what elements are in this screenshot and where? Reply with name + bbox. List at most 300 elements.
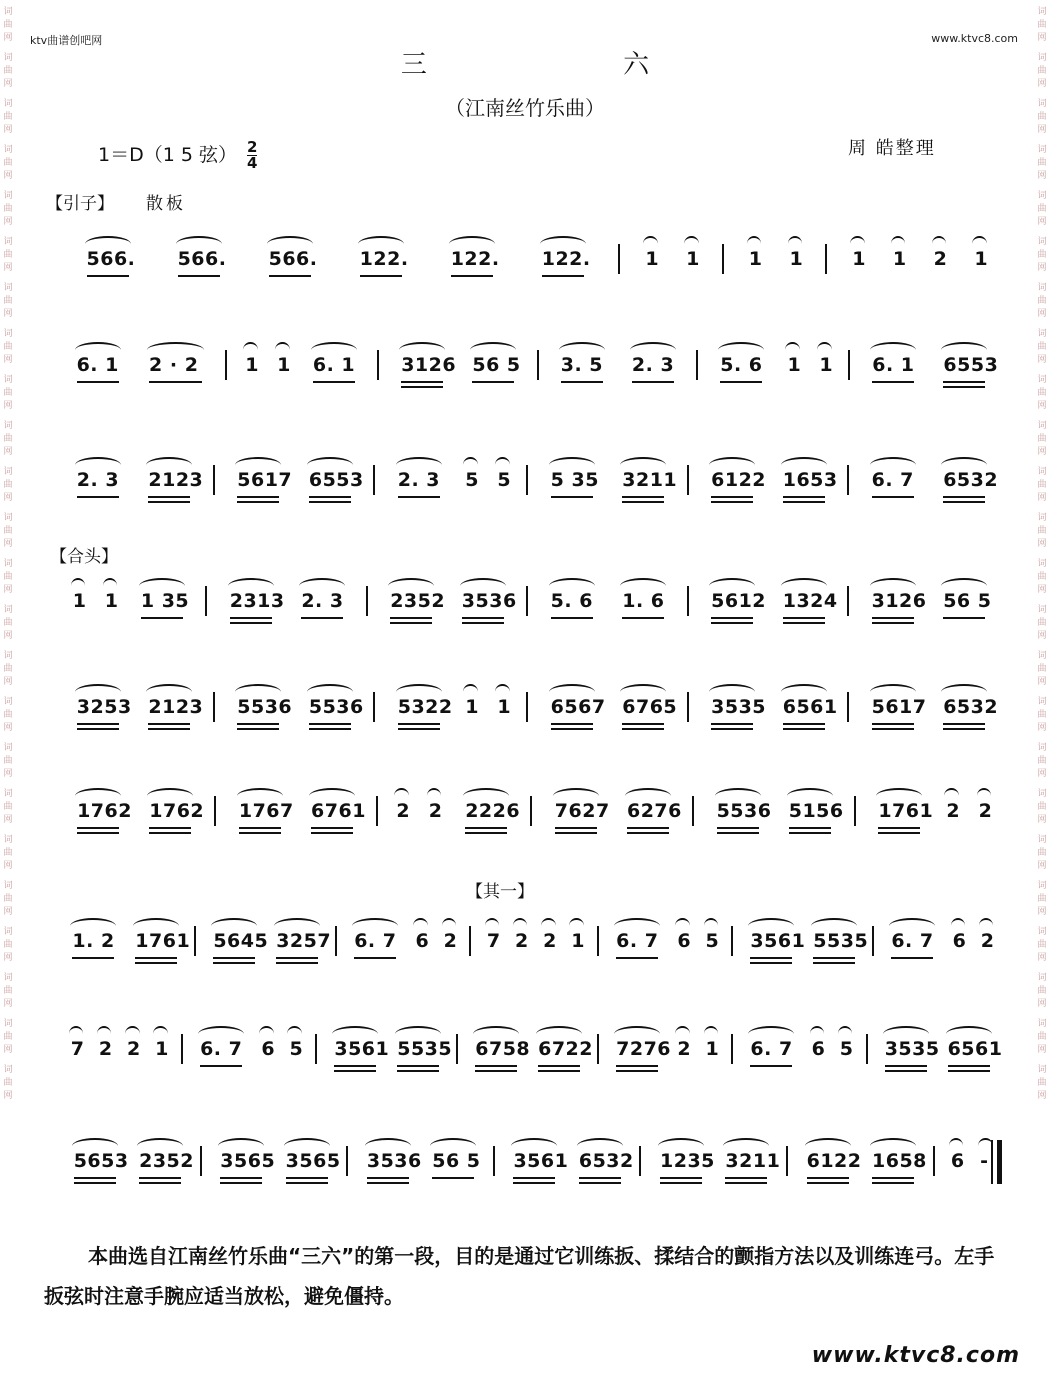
note-group: 1 (104, 590, 119, 612)
bar-line (181, 1034, 183, 1064)
slur-mark (946, 1026, 992, 1042)
note-group: 5 35 (550, 469, 599, 491)
watermark-glyph-group: 词 曲 网 (3, 237, 13, 273)
note-group: 5 (465, 469, 480, 491)
note-group: 5 (497, 469, 512, 491)
beat-underline (309, 496, 351, 498)
note-group: 5 (705, 930, 720, 952)
slur-mark (72, 1138, 118, 1154)
bar-line (530, 796, 532, 826)
bar-line (692, 796, 694, 826)
beat-underline (948, 1065, 990, 1067)
note-group: 5535 (397, 1038, 453, 1060)
bar-line (597, 1034, 599, 1064)
note-group: 1. 2 (72, 930, 115, 952)
beat-double-underline (813, 962, 855, 964)
slur-mark (549, 457, 595, 473)
beat-double-underline (943, 386, 985, 388)
section-hetou-label: 【合头】 (50, 547, 118, 567)
beat-underline (872, 723, 914, 725)
note-group: 2. 3 (76, 469, 120, 491)
slur-mark (309, 788, 355, 804)
beat-underline (943, 723, 985, 725)
slur-mark (559, 342, 605, 358)
key-signature (98, 140, 257, 171)
note-group: 6. 7 (200, 1038, 243, 1060)
slur-mark (75, 788, 121, 804)
note-group: 2 (677, 1038, 692, 1060)
slur-mark (891, 236, 906, 252)
watermark-glyph-group: 词 曲 网 (1037, 421, 1047, 457)
beat-underline (622, 496, 664, 498)
slur-mark (536, 1026, 582, 1042)
beat-underline (72, 957, 114, 959)
note-group: 5536 (237, 696, 293, 718)
beat-double-underline (872, 728, 914, 730)
slur-mark (473, 1026, 519, 1042)
watermark-glyph-group: 词 曲 网 (3, 651, 13, 687)
slur-mark (748, 918, 794, 934)
beat-underline (660, 1177, 702, 1179)
note-group: 2 (980, 930, 995, 952)
watermark-glyph-group: 词 曲 网 (1037, 513, 1047, 549)
bar-line (315, 1034, 317, 1064)
notation-line (0, 342, 1050, 402)
note-group: 3211 (622, 469, 678, 491)
note-group: 566. (268, 248, 318, 270)
beat-double-underline (397, 1070, 439, 1072)
bar-line (194, 926, 196, 956)
beat-underline (360, 275, 402, 277)
note-group: 6. 1 (76, 354, 119, 376)
slur-mark (513, 918, 528, 934)
section-intro-label: 【引子】 (46, 194, 114, 214)
slur-mark (870, 684, 916, 700)
beat-double-underline (390, 622, 432, 624)
bar-line (933, 1146, 935, 1176)
beat-underline (398, 723, 440, 725)
bar-line (866, 1034, 868, 1064)
note-group: 2 (127, 1038, 141, 1060)
slur-mark (781, 684, 827, 700)
beat-underline (309, 723, 351, 725)
slur-mark (460, 578, 506, 594)
bar-line (335, 926, 337, 956)
bar-line (225, 350, 227, 380)
slur-mark (723, 1138, 769, 1154)
bar-line (373, 692, 375, 722)
slur-mark (267, 236, 313, 252)
notation-line (0, 1026, 1050, 1086)
beat-underline (711, 496, 753, 498)
bar-line (731, 926, 733, 956)
watermark-glyph-group: 词 曲 网 (3, 927, 13, 963)
note-group: 2. 3 (301, 590, 344, 612)
watermark-glyph-group: 词 曲 网 (1037, 375, 1047, 411)
bar-line (214, 796, 216, 826)
beat-underline (286, 1177, 328, 1179)
final-bar-thick (997, 1140, 1002, 1184)
note-group: 7627 (554, 800, 610, 822)
beat-double-underline (398, 728, 440, 730)
notation-line (0, 1138, 1050, 1198)
watermark-glyph-group: 词 曲 网 (3, 835, 13, 871)
watermark-glyph-group: 词 曲 网 (1037, 7, 1047, 43)
site-watermark-left: ktv曲谱创吧网 (30, 34, 103, 47)
notation-line (0, 918, 1050, 978)
note-group: 1 (277, 354, 291, 376)
watermark-glyph-group: 词 曲 网 (3, 513, 13, 549)
note-group: 6 (811, 1038, 826, 1060)
note-group: 5645 (213, 930, 269, 952)
beat-double-underline (239, 832, 281, 834)
beat-double-underline (149, 832, 191, 834)
slur-mark (430, 1138, 476, 1154)
bar-line (597, 926, 599, 956)
beat-underline (87, 275, 129, 277)
bar-line (213, 465, 215, 495)
beat-underline (239, 827, 281, 829)
beat-double-underline (660, 1182, 702, 1184)
slur-mark (395, 1026, 441, 1042)
note-group: 5322 (397, 696, 453, 718)
beat-underline (230, 617, 272, 619)
note-group: 6. 7 (891, 930, 934, 952)
bar-line (205, 586, 207, 616)
beat-underline (555, 827, 597, 829)
beat-underline (616, 1065, 658, 1067)
note-group: 5653 (73, 1150, 129, 1172)
beat-underline (475, 1065, 517, 1067)
slur-mark (146, 684, 192, 700)
note-group: 6. 7 (871, 469, 914, 491)
note-group: 1 (645, 248, 660, 270)
note-group: 5536 (716, 800, 772, 822)
note-group: 6561 (782, 696, 838, 718)
note-group: 6761 (311, 800, 366, 822)
beat-double-underline (77, 832, 119, 834)
beat-underline (872, 496, 914, 498)
notation-line (0, 788, 1050, 848)
beat-underline (269, 275, 311, 277)
note-group: 5617 (871, 696, 927, 718)
beat-underline (542, 275, 584, 277)
slur-mark (70, 918, 116, 934)
slur-mark (243, 342, 258, 358)
note-group: 3126 (871, 590, 927, 612)
note-group: 6567 (550, 696, 606, 718)
note-group: 6. 7 (750, 1038, 793, 1060)
watermark-glyph-group: 词 曲 网 (1037, 1065, 1047, 1101)
beat-underline (213, 957, 255, 959)
slur-mark (979, 918, 994, 934)
watermark-glyph-group: 词 曲 网 (3, 1065, 13, 1101)
bar-line (346, 1146, 348, 1176)
beat-double-underline (943, 728, 985, 730)
beat-double-underline (555, 832, 597, 834)
beat-double-underline (750, 962, 792, 964)
slur-mark (71, 578, 86, 594)
note-group: 5. 6 (720, 354, 763, 376)
slur-mark (941, 578, 987, 594)
note-group: 6. 7 (616, 930, 659, 952)
watermark-glyph-group: 词 曲 网 (1037, 53, 1047, 89)
beat-underline (74, 1177, 116, 1179)
beat-underline (77, 381, 119, 383)
note-group: 7 (486, 930, 501, 952)
note-group: 2 · 2 (149, 354, 199, 376)
beat-double-underline (783, 622, 825, 624)
note-group: 122. (541, 248, 591, 270)
bar-line (847, 692, 849, 722)
slur-mark (709, 457, 755, 473)
bar-line (373, 465, 375, 495)
note-group: 2 (543, 930, 557, 952)
note-group: 2123 (148, 696, 204, 718)
slur-mark (311, 342, 357, 358)
slur-mark (625, 788, 671, 804)
watermark-glyph-group: 词 曲 网 (1037, 881, 1047, 917)
bar-line (696, 350, 698, 380)
beat-underline (872, 1177, 914, 1179)
beat-double-underline (74, 1182, 116, 1184)
beat-double-underline (943, 501, 985, 503)
beat-underline (513, 1177, 555, 1179)
slur-mark (75, 684, 121, 700)
watermark-glyph-group: 词 曲 网 (1037, 237, 1047, 273)
slur-mark (718, 342, 764, 358)
note-group: 2 (978, 800, 993, 822)
slur-mark (399, 342, 445, 358)
beat-underline (551, 496, 593, 498)
beat-underline (632, 381, 674, 383)
watermark-glyph-group: 词 曲 网 (1037, 191, 1047, 227)
watermark-glyph-group: 词 曲 网 (3, 421, 13, 457)
watermark-glyph-group: 词 曲 网 (3, 191, 13, 227)
note-group: 1 (497, 696, 512, 718)
slur-mark (889, 918, 935, 934)
note-group: 2352 (139, 1150, 194, 1172)
slur-mark (103, 578, 118, 594)
note-group: 6 (950, 1150, 965, 1172)
beat-underline (276, 957, 318, 959)
watermark-glyph-group: 词 曲 网 (3, 329, 13, 365)
slur-mark (781, 457, 827, 473)
beat-underline (141, 617, 183, 619)
note-group: 122. (450, 248, 500, 270)
beat-underline (148, 496, 190, 498)
beat-underline (401, 381, 443, 383)
slur-mark (549, 578, 595, 594)
time-signature-bottom: 4 (247, 154, 258, 172)
bar-line (526, 692, 528, 722)
watermark-glyph-group: 词 曲 网 (1037, 743, 1047, 779)
note-group: 1 (705, 1038, 720, 1060)
beat-underline (579, 1177, 621, 1179)
slur-mark (747, 236, 762, 252)
note-group: 1 (686, 248, 700, 270)
note-group: 5 (289, 1038, 304, 1060)
note-group: 1 (571, 930, 585, 952)
beat-double-underline (579, 1182, 621, 1184)
beat-double-underline (622, 728, 664, 730)
note-group: 6 (677, 930, 692, 952)
note-group: 6 (952, 930, 967, 952)
slur-mark (137, 1138, 183, 1154)
slur-mark (805, 1138, 851, 1154)
slur-mark (259, 1026, 274, 1042)
notation-line (0, 457, 1050, 517)
slur-mark (228, 578, 274, 594)
beat-underline (551, 617, 593, 619)
beat-underline (465, 827, 507, 829)
watermark-glyph-group: 词 曲 网 (3, 1019, 13, 1055)
note-group: 6 (261, 1038, 276, 1060)
beat-double-underline (872, 1182, 914, 1184)
note-group: 2226 (465, 800, 521, 822)
bar-line (493, 1146, 495, 1176)
watermark-glyph-group: 词 曲 网 (3, 697, 13, 733)
bar-line (639, 1146, 641, 1176)
beat-double-underline (711, 728, 753, 730)
beat-double-underline (311, 832, 353, 834)
bar-line (376, 796, 378, 826)
beat-double-underline (401, 386, 443, 388)
bar-line (366, 586, 368, 616)
bar-line (687, 465, 689, 495)
slur-mark (287, 1026, 302, 1042)
beat-underline (725, 1177, 767, 1179)
slur-mark (620, 684, 666, 700)
beat-underline (77, 827, 119, 829)
note-group: 1 (72, 590, 87, 612)
note-group: 2123 (148, 469, 204, 491)
note-group: - (980, 1150, 989, 1172)
slur-mark (358, 236, 404, 252)
note-group: 3253 (76, 696, 132, 718)
watermark-glyph-group: 词 曲 网 (1037, 145, 1047, 181)
beat-double-underline (616, 1070, 658, 1072)
bar-line (687, 586, 689, 616)
note-group: 56 5 (432, 1150, 481, 1172)
beat-double-underline (462, 622, 504, 624)
slur-mark (125, 1026, 140, 1042)
beat-underline (367, 1177, 409, 1179)
slur-mark (365, 1138, 411, 1154)
note-group: 1767 (238, 800, 294, 822)
beat-underline (720, 381, 762, 383)
slur-mark (781, 578, 827, 594)
note-group: 6765 (622, 696, 678, 718)
beat-double-underline (807, 1182, 849, 1184)
beat-double-underline (286, 1182, 328, 1184)
bar-line (526, 465, 528, 495)
bar-line (469, 926, 471, 956)
bar-line (722, 244, 724, 274)
note-group: 6722 (538, 1038, 593, 1060)
watermark-glyph-group: 词 曲 网 (1037, 927, 1047, 963)
watermark-glyph-group: 词 曲 网 (3, 283, 13, 319)
beat-underline (354, 957, 396, 959)
slur-mark (811, 918, 857, 934)
note-group: 1 (852, 248, 866, 270)
slur-mark (495, 457, 510, 473)
slur-mark (709, 578, 755, 594)
section-qiyi-label: 【其一】 (466, 882, 534, 902)
beat-double-underline (622, 501, 664, 503)
note-group: 2. 3 (397, 469, 441, 491)
slur-mark (643, 236, 658, 252)
beat-underline (397, 1065, 439, 1067)
score-title: 三 六 (400, 50, 744, 80)
beat-double-underline (513, 1182, 555, 1184)
bar-line (848, 350, 850, 380)
slur-mark (388, 578, 434, 594)
note-group: 6532 (943, 696, 999, 718)
slur-mark (748, 1026, 794, 1042)
bar-line (200, 1146, 202, 1176)
slur-mark (675, 918, 690, 934)
final-bar-thin (991, 1140, 993, 1184)
note-group: 7276 (616, 1038, 672, 1060)
beat-double-underline (220, 1182, 262, 1184)
beat-double-underline (783, 728, 825, 730)
note-group: 6532 (943, 469, 999, 491)
beat-underline (627, 827, 669, 829)
slur-mark (495, 684, 510, 700)
beat-underline (616, 957, 658, 959)
key-text: 1＝D（1 5 弦） (98, 144, 237, 166)
slur-mark (307, 457, 353, 473)
slur-mark (146, 457, 192, 473)
beat-underline (789, 827, 831, 829)
note-group: 3211 (725, 1150, 781, 1172)
slur-mark (147, 788, 193, 804)
slur-mark (569, 918, 584, 934)
slur-mark (427, 788, 442, 804)
beat-underline (783, 617, 825, 619)
slur-mark (463, 684, 478, 700)
beat-underline (813, 957, 855, 959)
note-group: 5535 (813, 930, 869, 952)
slur-mark (540, 236, 586, 252)
footer-watermark: www.ktvc8.com (811, 1343, 1020, 1368)
beat-double-underline (237, 501, 279, 503)
watermark-glyph-group: 词 曲 网 (3, 789, 13, 825)
bar-line (825, 244, 827, 274)
bar-line (731, 1034, 733, 1064)
note-group: 2352 (390, 590, 446, 612)
beat-underline (200, 1065, 242, 1067)
slur-mark (553, 788, 599, 804)
note-group: 56 5 (943, 590, 992, 612)
slur-mark (235, 457, 281, 473)
watermark-glyph-group: 词 曲 网 (3, 467, 13, 503)
beat-double-underline (230, 622, 272, 624)
beat-underline (750, 1065, 792, 1067)
slur-mark (870, 457, 916, 473)
beat-double-underline (551, 728, 593, 730)
note-group: 2 (396, 800, 411, 822)
beat-double-underline (711, 622, 753, 624)
note-group: 6. 1 (872, 354, 915, 376)
slur-mark (332, 1026, 378, 1042)
beat-underline (538, 1065, 580, 1067)
watermark-glyph-group: 词 曲 网 (1037, 697, 1047, 733)
slur-mark (941, 457, 987, 473)
note-group: 56 5 (472, 354, 521, 376)
beat-underline (711, 617, 753, 619)
